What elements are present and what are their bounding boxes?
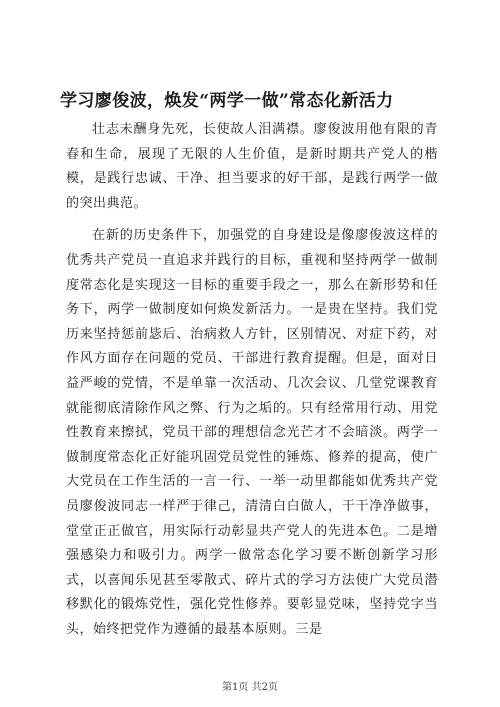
page-footer: 第1页 共2页 [222,682,278,693]
document-body [66,118,438,650]
paragraph-main: 在新的历史条件下，加强党的自身建设是像廖俊波这样的优秀共产党员一直追求并践行的目标，重视和坚持两学一做制度常态化是实现这一目标的重要手段之一，那么在新形势和任务下，两学一做制度如何焕发新活力。一是贵在坚持。我们党历来坚持惩前毖后、治病救人方针，区别情况、对症下药，对作风方面存在问题的党员、干部进行教育提醒。但是，面对日益严峻的党情，不是单靠一次活动、几次会议、几堂党课教育就能彻底清除作风之弊、行为之垢的。只有经常用行动、用党性教育来擦拭，党员干部的理想信念光芒才不会暗淡。两学一做制度常态化正好能巩固党员党性的锤炼、修养的提高，使广大党员在工作生活的一言一行、一举一动里都能如优秀共产党员廖俊波同志一样严于律己，清清白白做人，干干净净做事，堂堂正正做官，用实际行动彰显共产党人的先进本色。二是增强感染力和吸引力。两学一做常态化学习要不断创新学习形式，以喜闻乐见甚至零散式、碎片式的学习方法使广大党员潜移默化的锻炼党性，强化党性修养。要彰显党味，坚持党字当头，始终把党作为遵循的最基本原则。三是 [66,228,438,637]
paragraph-intro: 壮志未酬身先死，长使故人泪满襟。廖俊波用他有限的青春和生命，展现了无限的人生价值，是新时期共产党人的楷模，是践行忠诚、干净、担当要求的好干部，是践行两学一做的突出典范。 [66,122,438,211]
document-title: 学习廖俊波，焕发“两学一做”常态化新活力 [60,91,394,111]
